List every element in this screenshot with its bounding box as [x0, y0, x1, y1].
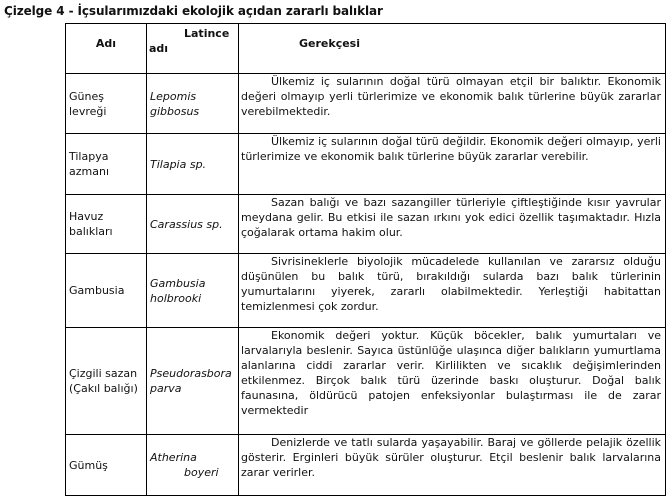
fish-reason: Ülkemiz iç sularının doğal türü olmayan etçil bir balıktır. Ekonomik değeri olmayıp yerli türlerimize ve ekonomik balık türlerine büyük zararlar verebilmektedir.	[239, 74, 666, 134]
fish-reason: Denizlerde ve tatlı sularda yaşayabilir. Baraj ve göllerde pelajik özellik gösterir. Erginleri büyük sürüler oluşturur. Etçil beslenir balık larvalarına zarar verirler.	[239, 435, 666, 496]
header-latin	[147, 24, 239, 74]
table-row	[66, 134, 666, 195]
fish-reason: Sivrisineklerle biyolojik mücadelede kullanılan ve zararsız olduğu düşünülen bu balık türü, bırakıldığı sularda bazı balık türlerinin yumurtalarını yiyerek, zararlı olabilmektedir. Yerleştiği habitattan temizlenmesi çok zordur.	[239, 254, 666, 328]
header-name: Adı	[66, 24, 147, 74]
fish-latin-line2: boyeri	[184, 466, 219, 479]
fish-name: Tilapya azmanı	[66, 134, 147, 195]
fish-name: Güneş levreği	[66, 74, 147, 134]
fish-reason: Sazan balığı ve bazı sazangiller türleriyle çiftleştiğinde kısır yavrular meydana gelir. Bu etkisi ile sazan ırkını yok edici özellik taşımaktadır. Hızla çoğalarak ortama hakim olur.	[239, 195, 666, 254]
fish-latin-line1: Atherina	[150, 451, 197, 464]
table-row	[66, 435, 666, 496]
fish-latin-name: Tilapia sp.	[147, 134, 239, 195]
harmful-fish-table	[65, 23, 666, 496]
table-row	[66, 328, 666, 435]
fish-latin-name: Carassius sp.	[147, 195, 239, 254]
fish-name: Çizgili sazan (Çakıl balığı)	[66, 328, 147, 435]
table-row	[66, 254, 666, 328]
fish-name: Havuz balıkları	[66, 195, 147, 254]
fish-reason: Ülkemiz iç sularının doğal türü değildir. Ekonomik değeri olmayıp, yerli türlerimize ve ekonomik balık türlerine büyük zararlar verebilir.	[239, 134, 666, 195]
fish-latin-name	[147, 435, 239, 496]
header-latin-line1: Latince	[184, 27, 230, 40]
fish-name: Gümüş	[66, 435, 147, 496]
header-latin-line2: adı	[149, 42, 169, 55]
table-row	[66, 195, 666, 254]
table-row	[66, 74, 666, 134]
table-caption: Çizelge 4 - İçsularımızdaki ekolojik açıdan zararlı balıklar	[4, 4, 383, 18]
fish-latin-name: Pseudorasbora parva	[147, 328, 239, 435]
fish-name: Gambusia	[66, 254, 147, 328]
fish-latin-name: Gambusia holbrooki	[147, 254, 239, 328]
header-reason: Gerekçesi	[239, 24, 666, 74]
table-header-row	[66, 24, 666, 74]
fish-latin-name: Lepomis gibbosus	[147, 74, 239, 134]
fish-reason: Ekonomik değeri yoktur. Küçük böcekler, balık yumurtaları ve larvalarıyla beslenir. Sayıca üstünlüğe ulaşınca diğer balıkların yumurtlama alanlarına ciddi zararlar verir. Kirlilikten ve sıcaklık değişimlerinden etkilenmez. Birçok balık türü üzerinde baskı oluşturur. Doğal balık faunasına, öldürücü patojen enfeksiyonlar bulaştırması ile de zarar vermektedir	[239, 328, 666, 435]
